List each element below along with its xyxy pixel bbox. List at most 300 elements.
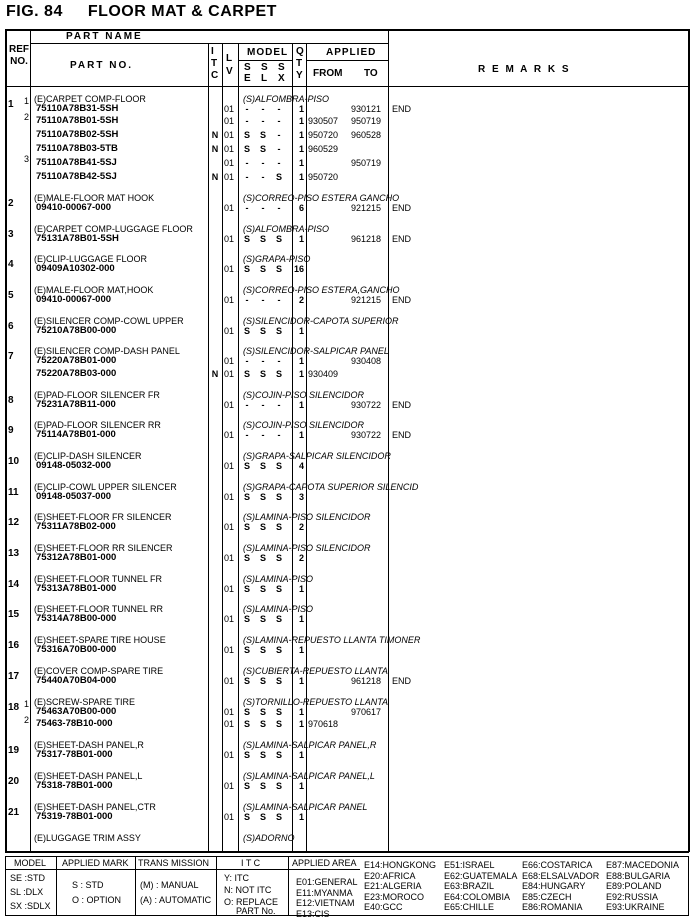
legend-model-sx: SX :SDLX [10, 901, 51, 911]
ref-number: 20 [8, 776, 20, 787]
cell-sx: S [275, 719, 282, 729]
ref-number: 17 [8, 671, 20, 682]
spanish-name: (S)COJIN-PISO SILENCIDOR [243, 420, 365, 430]
cell-lv: 01 [224, 781, 235, 791]
cell-sl: S [259, 781, 266, 791]
cell-sl: S [259, 522, 266, 532]
cell-se: S [243, 492, 250, 502]
cell-lv: 01 [224, 614, 235, 624]
cell-sx: - [277, 104, 281, 114]
cell-lv: 01 [224, 461, 235, 471]
spanish-name: (S)LAMINA-SALPICAR PANEL,L [243, 771, 375, 781]
cell-lv: 01 [224, 234, 235, 244]
cell-sl: - [261, 400, 265, 410]
cell-lv: 01 [224, 492, 235, 502]
cell-lv: 01 [224, 264, 235, 274]
cell-se: S [243, 461, 250, 471]
spanish-name: (S)LAMINA-PISO [243, 574, 314, 584]
part-number: 75131A78B01-5SH [36, 233, 119, 244]
cell-sl: S [259, 584, 266, 594]
part-name: (E)MALE-FLOOR MAT HOOK [34, 193, 155, 203]
cell-se: - [245, 400, 249, 410]
cell-sl: S [259, 812, 266, 822]
part-number: 75463A70B00-000 [36, 706, 117, 717]
cell-qty: 1 [298, 234, 304, 244]
model-header: MODEL [247, 47, 289, 58]
legend-area-code: E21:ALGERIA [364, 881, 422, 891]
cell-sl: S [259, 369, 266, 379]
cell-sx: - [277, 130, 281, 140]
spanish-name: (S)ALFOMBRA-PISO [243, 224, 330, 234]
model-sl-header: S L [261, 62, 268, 84]
cell-lv: 01 [224, 400, 235, 410]
cell-sx: S [275, 264, 282, 274]
legend-itc-n: N: NOT ITC [224, 885, 272, 895]
cell-lv: 01 [224, 326, 235, 336]
cell-se: S [243, 369, 250, 379]
cell-qty: 1 [298, 781, 304, 791]
cell-qty: 2 [298, 522, 304, 532]
cell-from: 930409 [308, 369, 339, 379]
cell-sx: - [277, 158, 281, 168]
remarks-header: R E M A R K S [478, 64, 571, 75]
cell-rem: END [392, 430, 412, 440]
ref-number: 9 [8, 425, 14, 436]
spanish-name: (S)GRAPA-PISO [243, 254, 311, 264]
cell-qty: 1 [298, 707, 304, 717]
cell-rem: END [392, 203, 412, 213]
applied-header: APPLIED [326, 47, 377, 58]
cell-lv: 01 [224, 707, 235, 717]
part-number: 75220A78B01-000 [36, 355, 117, 366]
cell-qty: 1 [298, 719, 304, 729]
ref-number: 16 [8, 640, 20, 651]
legend-area-code: E40:GCC [364, 902, 403, 912]
cell-sl: - [261, 356, 265, 366]
cell-lv: 01 [224, 553, 235, 563]
cell-qty: 1 [298, 614, 304, 624]
cell-se: S [243, 144, 250, 154]
part-name: (E)CLIP-COWL UPPER SILENCER [34, 482, 177, 492]
cell-se: - [245, 158, 249, 168]
cell-se: - [245, 172, 249, 182]
cell-sx: S [275, 676, 282, 686]
legend-area-code: E68:ELSALVADOR [522, 870, 600, 881]
spanish-name: (S)ADORNO [243, 833, 295, 843]
sub-ref-number: 2 [24, 112, 30, 122]
ref-number: 11 [8, 487, 19, 498]
cell-se: S [243, 326, 250, 336]
part-number: 75312A78B01-000 [36, 552, 117, 563]
part-name: (E)CLIP-LUGGAGE FLOOR [34, 254, 148, 264]
spanish-name: (S)SILENCIDOR-CAPOTA SUPERIOR [243, 316, 399, 326]
ref-number: 2 [8, 198, 14, 209]
part-name: (E)PAD-FLOOR SILENCER FR [34, 390, 160, 400]
cell-rem: END [392, 234, 412, 244]
cell-se: S [243, 719, 250, 729]
part-number: 09148-05032-000 [36, 460, 112, 471]
spanish-name: (S)CUBIERTA-REPUESTO LLANTA [243, 666, 388, 676]
cell-qty: 1 [298, 400, 304, 410]
cell-lv: 01 [224, 116, 235, 126]
spanish-name: (S)COJIN-PISO SILENCIDOR [243, 390, 365, 400]
cell-se: S [243, 781, 250, 791]
cell-sx: S [275, 781, 282, 791]
ref-number: 19 [8, 745, 20, 756]
part-name: (E)LUGGAGE TRIM ASSY [34, 833, 141, 843]
cell-lv: 01 [224, 522, 235, 532]
itc-header: I T C [211, 46, 219, 81]
part-name: (E)CLIP-DASH SILENCER [34, 451, 142, 461]
cell-qty: 3 [298, 492, 304, 502]
cell-qty: 2 [298, 553, 304, 563]
cell-sl: S [259, 676, 266, 686]
from-header: FROM [313, 68, 343, 79]
legend-area-code: E93:UKRAINE [606, 902, 665, 912]
cell-itc: N [211, 144, 219, 154]
cell-se: S [243, 553, 250, 563]
cell-qty: 1 [298, 326, 304, 336]
cell-sx: - [277, 430, 281, 440]
cell-sx: S [275, 492, 282, 502]
cell-lv: 01 [224, 676, 235, 686]
legend-area-code: E20:AFRICA [364, 870, 416, 881]
cell-lv: 01 [224, 369, 235, 379]
cell-se: S [243, 676, 250, 686]
spanish-name: (S)LAMINA-SALPICAR PANEL [243, 802, 368, 812]
cell-qty: 1 [298, 645, 304, 655]
spanish-name: (S)LAMINA-PISO SILENCIDOR [243, 543, 371, 553]
figure-heading [6, 3, 277, 21]
part-number: 75314A78B00-000 [36, 613, 117, 624]
cell-sx: S [275, 461, 282, 471]
part-number: 75110A78B02-5SH [36, 129, 119, 140]
part-number: 75318-78B01-000 [36, 780, 113, 791]
legend-area-code: E88:BULGARIA [606, 870, 671, 881]
ref-number: 7 [8, 351, 14, 362]
cell-lv: 01 [224, 645, 235, 655]
figure-title: FLOOR MAT & CARPET [87, 3, 277, 20]
part-name: (E)PAD-FLOOR SILENCER RR [34, 420, 161, 430]
cell-qty: 1 [298, 144, 304, 154]
legend-itc-y: Y: ITC [224, 873, 250, 883]
cell-to: 961218 [351, 676, 382, 686]
cell-lv: 01 [224, 172, 235, 182]
cell-sx: - [277, 116, 281, 126]
legend-trans-manual: (M) : MANUAL [140, 880, 199, 890]
cell-se: S [243, 264, 250, 274]
cell-to: 930722 [351, 430, 382, 440]
cell-sx: S [275, 522, 282, 532]
cell-lv: 01 [224, 158, 235, 168]
part-name: (E)CARPET COMP-FLOOR [34, 94, 146, 104]
legend-area-code: E66:COSTARICA [522, 860, 593, 870]
cell-se: S [243, 130, 250, 140]
spanish-name: (S)LAMINA-PISO SILENCIDOR [243, 512, 371, 522]
cell-lv: 01 [224, 584, 235, 594]
ref-number: 10 [8, 456, 20, 467]
cell-se: - [245, 295, 249, 305]
qty-header: Q T Y [296, 46, 304, 81]
cell-sx: S [275, 584, 282, 594]
cell-qty: 1 [298, 430, 304, 440]
ref-number: 15 [8, 609, 20, 620]
part-number: 09410-00067-000 [36, 294, 112, 305]
ref-number: 5 [8, 290, 14, 301]
part-name: (E)SILENCER COMP-COWL UPPER [34, 316, 184, 326]
cell-lv: 01 [224, 750, 235, 760]
legend-area-code: E63:BRAZIL [444, 881, 495, 891]
legend-area-code: E89:POLAND [606, 881, 662, 891]
cell-to: 930722 [351, 400, 382, 410]
cell-sl: S [259, 130, 266, 140]
ref-number: 21 [8, 807, 20, 818]
cell-sl: S [259, 144, 266, 154]
spanish-name: (S)LAMINA-SALPICAR PANEL,R [243, 740, 377, 750]
cell-sx: S [275, 172, 282, 182]
part-number: 09410-00067-000 [36, 202, 112, 213]
cell-sx: S [275, 369, 282, 379]
lv-header: L V [226, 53, 233, 77]
cell-se: - [245, 356, 249, 366]
model-sx-header: S X [278, 62, 285, 84]
part-name: (E)SHEET-FLOOR TUNNEL RR [34, 604, 164, 614]
cell-sl: S [259, 645, 266, 655]
ref-number: 13 [8, 548, 20, 559]
spanish-name: (S)LAMINA-REPUESTO LLANTA TIMONER [243, 635, 421, 645]
legend-area-code: E86:ROMANIA [522, 902, 583, 912]
legend-area-code: E84:HUNGARY [522, 881, 586, 891]
cell-to: 970617 [351, 707, 382, 717]
ref-number: 3 [8, 229, 14, 240]
part-number: 75210A78B00-000 [36, 325, 117, 336]
cell-lv: 01 [224, 130, 235, 140]
ref-number: 6 [8, 321, 14, 332]
legend-area-code: E65:CHILLE [444, 902, 495, 912]
cell-sx: S [275, 614, 282, 624]
cell-from: 930507 [308, 116, 339, 126]
spanish-name: (S)SILENCIDOR-SALPICAR PANEL [243, 346, 389, 356]
part-number: 75319-78B01-000 [36, 811, 113, 822]
cell-rem: END [392, 295, 412, 305]
part-number: 75110A78B03-5TB [36, 143, 118, 154]
legend-trans-automatic: (A) : AUTOMATIC [140, 895, 212, 905]
legend-itc-part-no: PART No. [236, 906, 276, 916]
legend-area-code: E51:ISRAEL [444, 860, 495, 870]
cell-rem: END [392, 676, 412, 686]
cell-sl: S [259, 264, 266, 274]
part-name: (E)SHEET-FLOOR RR SILENCER [34, 543, 173, 553]
part-number: 75231A78B11-000 [36, 399, 116, 410]
cell-sl: - [261, 203, 265, 213]
cell-sl: - [261, 430, 265, 440]
cell-rem: END [392, 104, 412, 114]
part-name: (E)MALE-FLOOR MAT,HOOK [34, 285, 154, 295]
cell-to: 930408 [351, 356, 382, 366]
legend-model-se: SE :STD [10, 873, 46, 883]
cell-lv: 01 [224, 104, 235, 114]
cell-to: 961218 [351, 234, 382, 244]
cell-sx: - [277, 295, 281, 305]
part-name: (E)SILENCER COMP-DASH PANEL [34, 346, 180, 356]
cell-sl: S [259, 326, 266, 336]
legend-area-code: E87:MACEDONIA [606, 860, 680, 870]
cell-qty: 1 [298, 172, 304, 182]
cell-se: - [245, 430, 249, 440]
cell-lv: 01 [224, 430, 235, 440]
cell-qty: 1 [298, 676, 304, 686]
cell-lv: 01 [224, 812, 235, 822]
sub-ref-number: 2 [24, 715, 30, 725]
part-number: 75114A78B01-000 [36, 429, 116, 440]
cell-sx: - [277, 356, 281, 366]
part-name: (E)SHEET-SPARE TIRE HOUSE [34, 635, 166, 645]
part-name: (E)SCREW-SPARE TIRE [34, 697, 136, 707]
cell-se: - [245, 116, 249, 126]
legend-area-header: APPLIED AREA [292, 858, 357, 868]
legend-area-code: E62:GUATEMALA [444, 870, 518, 881]
ref-number: 4 [8, 259, 14, 270]
part-number: 75317-78B01-000 [36, 749, 113, 760]
part-number: 75440A70B04-000 [36, 675, 117, 686]
legend-area-code: E64:COLOMBIA [444, 891, 511, 902]
part-number: 75313A78B01-000 [36, 583, 117, 594]
cell-sx: - [277, 144, 281, 154]
cell-sl: S [259, 707, 266, 717]
cell-se: - [245, 104, 249, 114]
cell-sl: - [261, 158, 265, 168]
legend-area-code: E14:HONGKONG [364, 860, 437, 870]
part-number: 75110A78B01-5SH [36, 115, 119, 126]
to-header: TO [364, 68, 378, 79]
cell-to: 950719 [351, 158, 382, 168]
spanish-name: (S)GRAPA-SALPICAR SILENCIDOR [243, 451, 391, 461]
ref-no-header: REF NO. [9, 44, 29, 67]
part-name: (E)CARPET COMP-LUGGAGE FLOOR [34, 224, 193, 234]
cell-sl: - [261, 116, 265, 126]
cell-to: 960528 [351, 130, 382, 140]
legend-area-code: E13:CIS [296, 908, 330, 919]
part-no-header: PART NO. [70, 60, 134, 71]
cell-se: S [243, 584, 250, 594]
cell-qty: 6 [298, 203, 304, 213]
cell-qty: 1 [298, 750, 304, 760]
ref-number: 1 [8, 99, 14, 110]
cell-sx: S [275, 326, 282, 336]
spanish-name: (S)CORREO-PISO ESTERA GANCHO [243, 193, 400, 203]
cell-itc: N [211, 130, 219, 140]
spanish-name: (S)ALFOMBRA-PISO [243, 94, 330, 104]
cell-sx: S [275, 645, 282, 655]
legend-applied-mark-header: APPLIED MARK [62, 858, 129, 868]
cell-lv: 01 [224, 203, 235, 213]
cell-to: 950719 [351, 116, 382, 126]
cell-itc: N [211, 369, 219, 379]
cell-se: S [243, 614, 250, 624]
cell-sl: - [261, 104, 265, 114]
cell-sx: - [277, 400, 281, 410]
cell-sl: S [259, 461, 266, 471]
legend-area-code: E12:VIETNAM [296, 898, 355, 908]
cell-to: 930121 [351, 104, 382, 114]
cell-se: S [243, 707, 250, 717]
cell-qty: 1 [298, 812, 304, 822]
part-number: 75316A70B00-000 [36, 644, 117, 655]
part-name: (E)SHEET-FLOOR FR SILENCER [34, 512, 172, 522]
ref-number: 18 [8, 702, 20, 713]
cell-se: - [245, 203, 249, 213]
figure-number: FIG. 84 [6, 3, 63, 20]
cell-sx: S [275, 553, 282, 563]
cell-qty: 1 [298, 158, 304, 168]
cell-sl: S [259, 492, 266, 502]
cell-lv: 01 [224, 719, 235, 729]
ref-number: 14 [8, 579, 20, 590]
part-number: 75463-78B10-000 [36, 718, 113, 729]
spanish-name: (S)GRAPA-CAPOTA SUPERIOR SILENCID [243, 482, 419, 492]
legend-trans-header: TRANS MISSION [138, 858, 210, 868]
cell-sl: S [259, 234, 266, 244]
cell-lv: 01 [224, 144, 235, 154]
legend-itc-header: I T C [241, 858, 261, 868]
part-name-header: PART NAME [66, 31, 143, 42]
part-number: 75110A78B42-5SJ [36, 171, 117, 182]
cell-qty: 1 [298, 584, 304, 594]
cell-sl: - [261, 172, 265, 182]
spanish-name: (S)TORNILLO-REPUESTO LLANTA [243, 697, 389, 707]
part-number: 75311A78B02-000 [36, 521, 116, 532]
cell-se: S [243, 750, 250, 760]
cell-lv: 01 [224, 356, 235, 366]
cell-rem: END [392, 400, 412, 410]
cell-from: 970618 [308, 719, 339, 729]
cell-itc: N [211, 172, 219, 182]
cell-se: S [243, 522, 250, 532]
cell-qty: 1 [298, 104, 304, 114]
legend-area-code: E85:CZECH [522, 891, 572, 902]
cell-se: S [243, 234, 250, 244]
part-name: (E)SHEET-FLOOR TUNNEL FR [34, 574, 163, 584]
legend-area-code: E23:MOROCO [364, 891, 425, 902]
part-name: (E)SHEET-DASH PANEL,CTR [34, 802, 156, 812]
cell-sx: - [277, 203, 281, 213]
cell-se: S [243, 645, 250, 655]
cell-from: 950720 [308, 130, 339, 140]
ref-number: 12 [8, 517, 20, 528]
legend-model-sl: SL :DLX [10, 887, 44, 897]
cell-sx: S [275, 812, 282, 822]
legend-model-header: MODEL [14, 858, 47, 868]
cell-sl: S [259, 750, 266, 760]
legend-area-code: E11:MYANMA [296, 887, 353, 898]
part-number: 75110A78B31-5SH [36, 103, 119, 114]
part-number: 75220A78B03-000 [36, 368, 117, 379]
cell-se: S [243, 812, 250, 822]
ref-number: 8 [8, 395, 14, 406]
cell-to: 921215 [351, 295, 382, 305]
cell-to: 921215 [351, 203, 382, 213]
cell-sl: S [259, 553, 266, 563]
spanish-name: (S)CORREO-PISO ESTERA,GANCHO [243, 285, 400, 295]
cell-sl: - [261, 295, 265, 305]
cell-sx: S [275, 750, 282, 760]
cell-qty: 4 [298, 461, 304, 471]
legend-area-code: E92:RUSSIA [606, 891, 659, 902]
part-number: 09148-05037-000 [36, 491, 112, 502]
cell-qty: 1 [298, 369, 304, 379]
cell-lv: 01 [224, 295, 235, 305]
legend-mark-option: O : OPTION [72, 895, 122, 905]
